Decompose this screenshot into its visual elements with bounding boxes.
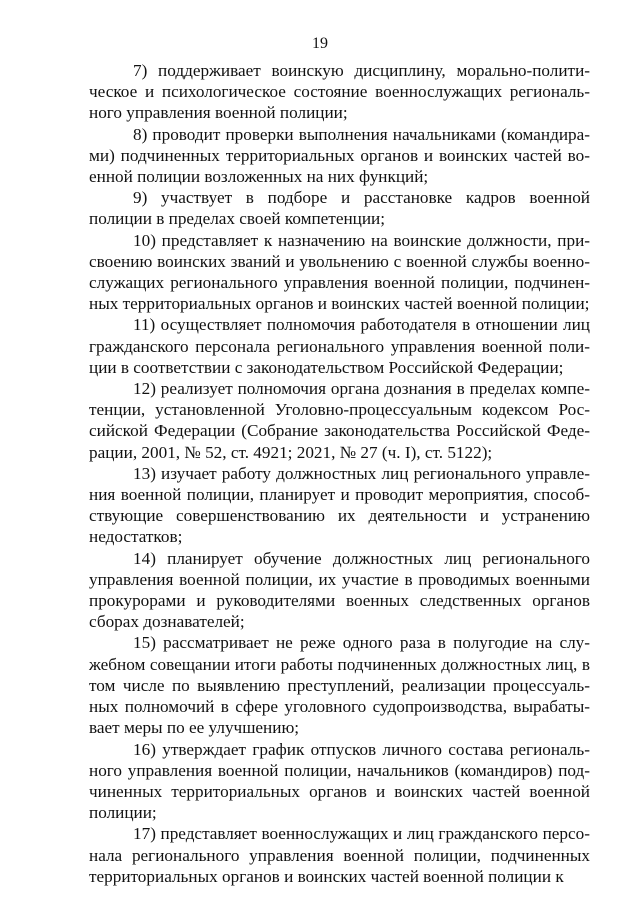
paragraph-8: 8) проводит проверки выполнения начальниками (командирами) подчиненных территориальных органов и воинских частей военной полиции возложенных на них функций; xyxy=(89,124,590,187)
paragraph-9: 9) участвует в подборе и расстановке кадров военной полиции в пределах своей компетенции; xyxy=(89,188,590,229)
paragraph-17: 17) представляет военнослужащих и лиц гражданского персонала регионального управления военной полиции, подчиненных территориальных органов и воинских частей военной полиции к xyxy=(89,824,590,886)
paragraph-10: 10) представляет к назначению на воинские должности, присвоению воинских званий и увольнению с военной службы военнослужащих регионального управления военной полиции, подчиненных территориальных органов и воинских частей военной полиции; xyxy=(89,230,590,314)
paragraph-16: 16) утверждает график отпусков личного состава регионального управления военной полиции, начальников (командиров) подчиненных территориальных органов и воинских частей военной полиции; xyxy=(89,739,590,823)
paragraph-13: 13) изучает работу должностных лиц регионального управления военной полиции, планирует и проводит мероприятия, способствующие совершенствованию их деятельности и устранению недостатков; xyxy=(89,463,590,547)
paragraph-7: 7) поддерживает воинскую дисциплину, морально-политическое и психологическое состояние военнослужащих регионального управления военной полиции; xyxy=(89,61,590,123)
paragraph-11: 11) осуществляет полномочия работодателя в отношении лиц гражданского персонала регионального управления военной полиции в соответствии с законодательством Российской Федерации; xyxy=(89,315,590,377)
paragraph-14: 14) планирует обучение должностных лиц регионального управления военной полиции, их участие в проводимых военными прокурорами и руководителями военных следственных органов сборах дознавателей; xyxy=(89,548,590,632)
paragraph-12: 12) реализует полномочия органа дознания в пределах компетенции, установленной Уголовно-процессуальным кодексом Российской Федерации (Собрание законодательства Российской Федерации, 2001, № 52, ст. 4921; 2021, № 27 (ч. I), ст. 5122); xyxy=(89,379,590,462)
page-number: 19 xyxy=(312,35,328,52)
document-body xyxy=(89,60,590,887)
paragraph-15: 15) рассматривает не реже одного раза в полугодие на служебном совещании итоги работы подчиненных должностных лиц, в том числе по выявлению преступлений, реализации процессуальных полномочий в сфере уголовного судопроизводства, вырабатывает меры по ее улучшению; xyxy=(89,633,590,738)
